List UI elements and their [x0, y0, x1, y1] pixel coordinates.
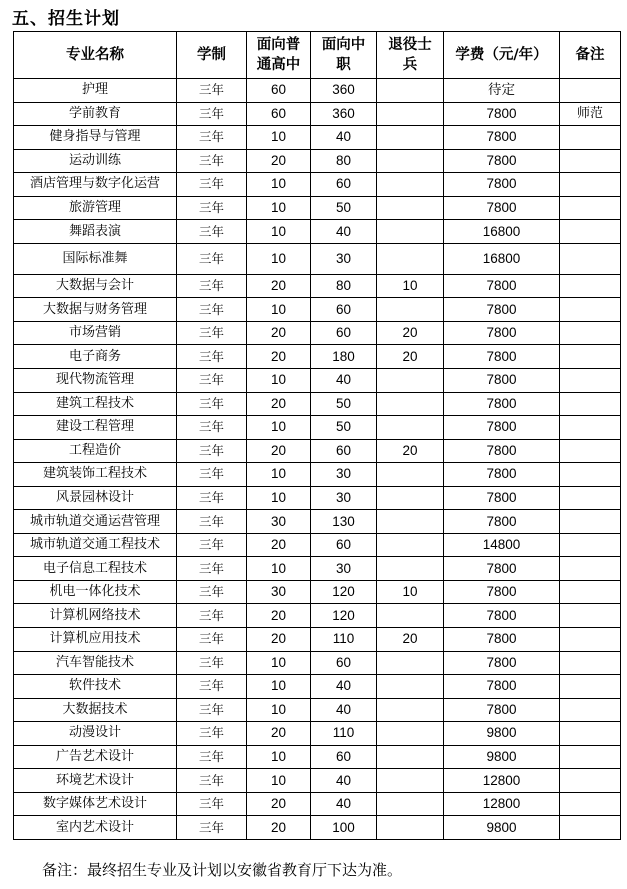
tuition-cell: 7800	[444, 463, 560, 487]
major-name-cell: 建筑装饰工程技术	[14, 463, 177, 487]
remarks-cell	[560, 745, 621, 769]
general-high-school-cell: 60	[247, 102, 311, 126]
major-name-cell: 市场营销	[14, 321, 177, 345]
remarks-cell	[560, 220, 621, 244]
veterans-cell	[377, 220, 444, 244]
veterans-cell: 10	[377, 274, 444, 298]
vocational-school-cell: 60	[311, 651, 377, 675]
table-row	[14, 604, 621, 628]
header-veterans	[377, 32, 444, 79]
major-name-cell: 计算机应用技术	[14, 628, 177, 652]
tuition-cell: 7800	[444, 557, 560, 581]
header-vocational-school-text: 面向中职	[321, 37, 366, 73]
major-name-cell: 旅游管理	[14, 196, 177, 220]
veterans-cell: 20	[377, 628, 444, 652]
remarks-cell	[560, 792, 621, 816]
veterans-cell	[377, 816, 444, 840]
general-high-school-cell: 10	[247, 369, 311, 393]
footnote: 备注：最终招生专业及计划以安徽省教育厅下达为准。	[42, 861, 403, 879]
duration-cell: 三年	[177, 745, 247, 769]
major-name-cell: 电子信息工程技术	[14, 557, 177, 581]
veterans-cell	[377, 463, 444, 487]
duration-cell: 三年	[177, 486, 247, 510]
remarks-cell	[560, 628, 621, 652]
tuition-cell: 7800	[444, 274, 560, 298]
remarks-cell	[560, 698, 621, 722]
duration-cell: 三年	[177, 651, 247, 675]
duration-cell: 三年	[177, 196, 247, 220]
general-high-school-cell: 10	[247, 196, 311, 220]
header-veterans-text: 退役士兵	[388, 37, 432, 73]
table-row	[14, 675, 621, 699]
remarks-cell	[560, 722, 621, 746]
duration-cell: 三年	[177, 274, 247, 298]
vocational-school-cell: 130	[311, 510, 377, 534]
veterans-cell	[377, 792, 444, 816]
header-general-high-school	[247, 32, 311, 79]
tuition-cell: 14800	[444, 533, 560, 557]
remarks-cell	[560, 345, 621, 369]
tuition-cell: 待定	[444, 79, 560, 103]
section-title: 五、招生计划	[12, 9, 120, 29]
duration-cell: 三年	[177, 321, 247, 345]
remarks-cell	[560, 274, 621, 298]
vocational-school-cell: 50	[311, 416, 377, 440]
tuition-cell: 12800	[444, 769, 560, 793]
tuition-cell: 7800	[444, 196, 560, 220]
duration-cell: 三年	[177, 298, 247, 322]
major-name-cell: 工程造价	[14, 439, 177, 463]
veterans-cell: 20	[377, 439, 444, 463]
vocational-school-cell: 180	[311, 345, 377, 369]
table-row	[14, 722, 621, 746]
vocational-school-cell: 50	[311, 196, 377, 220]
major-name-cell: 汽车智能技术	[14, 651, 177, 675]
remarks-cell	[560, 510, 621, 534]
major-name-cell: 计算机网络技术	[14, 604, 177, 628]
veterans-cell	[377, 745, 444, 769]
duration-cell: 三年	[177, 416, 247, 440]
vocational-school-cell: 60	[311, 533, 377, 557]
general-high-school-cell: 30	[247, 580, 311, 604]
table-row	[14, 79, 621, 103]
general-high-school-cell: 20	[247, 149, 311, 173]
remarks-cell	[560, 463, 621, 487]
vocational-school-cell: 30	[311, 486, 377, 510]
vocational-school-cell: 100	[311, 816, 377, 840]
veterans-cell	[377, 675, 444, 699]
major-name-cell: 数字媒体艺术设计	[14, 792, 177, 816]
vocational-school-cell: 50	[311, 392, 377, 416]
general-high-school-cell: 20	[247, 628, 311, 652]
duration-cell: 三年	[177, 604, 247, 628]
vocational-school-cell: 110	[311, 628, 377, 652]
general-high-school-cell: 20	[247, 533, 311, 557]
general-high-school-cell: 10	[247, 698, 311, 722]
remarks-cell	[560, 486, 621, 510]
duration-cell: 三年	[177, 463, 247, 487]
table-row	[14, 816, 621, 840]
duration-cell: 三年	[177, 510, 247, 534]
table-row	[14, 463, 621, 487]
veterans-cell	[377, 651, 444, 675]
table-row	[14, 126, 621, 150]
veterans-cell	[377, 243, 444, 274]
general-high-school-cell: 10	[247, 769, 311, 793]
duration-cell: 三年	[177, 722, 247, 746]
vocational-school-cell: 30	[311, 463, 377, 487]
remarks-cell	[560, 533, 621, 557]
major-name-cell: 风景园林设计	[14, 486, 177, 510]
veterans-cell	[377, 486, 444, 510]
general-high-school-cell: 20	[247, 816, 311, 840]
header-tuition: 学费（元/年）	[444, 32, 560, 79]
veterans-cell	[377, 79, 444, 103]
duration-cell: 三年	[177, 149, 247, 173]
tuition-cell: 7800	[444, 173, 560, 197]
general-high-school-cell: 10	[247, 486, 311, 510]
tuition-cell: 7800	[444, 580, 560, 604]
header-general-high-school-text: 面向普通高中	[256, 37, 301, 73]
veterans-cell	[377, 510, 444, 534]
tuition-cell: 7800	[444, 321, 560, 345]
vocational-school-cell: 40	[311, 769, 377, 793]
general-high-school-cell: 20	[247, 604, 311, 628]
table-row	[14, 196, 621, 220]
table-row	[14, 628, 621, 652]
veterans-cell	[377, 126, 444, 150]
general-high-school-cell: 20	[247, 722, 311, 746]
table-row	[14, 298, 621, 322]
vocational-school-cell: 40	[311, 675, 377, 699]
duration-cell: 三年	[177, 79, 247, 103]
remarks-cell: 师范	[560, 102, 621, 126]
table-body	[14, 79, 621, 840]
general-high-school-cell: 20	[247, 345, 311, 369]
veterans-cell: 20	[377, 345, 444, 369]
remarks-cell	[560, 604, 621, 628]
tuition-cell: 9800	[444, 816, 560, 840]
tuition-cell: 7800	[444, 675, 560, 699]
enrollment-plan-table	[13, 31, 621, 840]
tuition-cell: 7800	[444, 298, 560, 322]
tuition-cell: 7800	[444, 439, 560, 463]
duration-cell: 三年	[177, 220, 247, 244]
header-remarks: 备注	[560, 32, 621, 79]
remarks-cell	[560, 557, 621, 581]
remarks-cell	[560, 769, 621, 793]
table-row	[14, 416, 621, 440]
general-high-school-cell: 20	[247, 392, 311, 416]
table-row	[14, 557, 621, 581]
veterans-cell	[377, 392, 444, 416]
veterans-cell	[377, 196, 444, 220]
table-row	[14, 392, 621, 416]
major-name-cell: 舞蹈表演	[14, 220, 177, 244]
tuition-cell: 7800	[444, 345, 560, 369]
remarks-cell	[560, 416, 621, 440]
tuition-cell: 7800	[444, 604, 560, 628]
table-row	[14, 345, 621, 369]
vocational-school-cell: 40	[311, 220, 377, 244]
tuition-cell: 16800	[444, 243, 560, 274]
tuition-cell: 7800	[444, 510, 560, 534]
veterans-cell	[377, 416, 444, 440]
duration-cell: 三年	[177, 369, 247, 393]
vocational-school-cell: 40	[311, 698, 377, 722]
table-row	[14, 745, 621, 769]
remarks-cell	[560, 369, 621, 393]
vocational-school-cell: 60	[311, 321, 377, 345]
vocational-school-cell: 40	[311, 792, 377, 816]
table-row	[14, 439, 621, 463]
veterans-cell	[377, 298, 444, 322]
general-high-school-cell: 10	[247, 298, 311, 322]
table-row	[14, 173, 621, 197]
vocational-school-cell: 80	[311, 274, 377, 298]
duration-cell: 三年	[177, 628, 247, 652]
major-name-cell: 城市轨道交通工程技术	[14, 533, 177, 557]
general-high-school-cell: 10	[247, 463, 311, 487]
table-row	[14, 651, 621, 675]
veterans-cell	[377, 557, 444, 581]
tuition-cell: 7800	[444, 149, 560, 173]
general-high-school-cell: 10	[247, 675, 311, 699]
general-high-school-cell: 10	[247, 416, 311, 440]
duration-cell: 三年	[177, 173, 247, 197]
veterans-cell	[377, 722, 444, 746]
duration-cell: 三年	[177, 126, 247, 150]
remarks-cell	[560, 321, 621, 345]
table-header-row	[14, 32, 621, 79]
table-row	[14, 580, 621, 604]
major-name-cell: 软件技术	[14, 675, 177, 699]
remarks-cell	[560, 79, 621, 103]
table-row	[14, 792, 621, 816]
veterans-cell: 10	[377, 580, 444, 604]
major-name-cell: 大数据技术	[14, 698, 177, 722]
general-high-school-cell: 10	[247, 651, 311, 675]
general-high-school-cell: 10	[247, 126, 311, 150]
veterans-cell	[377, 769, 444, 793]
remarks-cell	[560, 580, 621, 604]
duration-cell: 三年	[177, 345, 247, 369]
duration-cell: 三年	[177, 792, 247, 816]
duration-cell: 三年	[177, 102, 247, 126]
tuition-cell: 7800	[444, 486, 560, 510]
major-name-cell: 建设工程管理	[14, 416, 177, 440]
major-name-cell: 建筑工程技术	[14, 392, 177, 416]
table-row	[14, 698, 621, 722]
header-major-name: 专业名称	[14, 32, 177, 79]
major-name-cell: 大数据与财务管理	[14, 298, 177, 322]
remarks-cell	[560, 816, 621, 840]
major-name-cell: 电子商务	[14, 345, 177, 369]
general-high-school-cell: 30	[247, 510, 311, 534]
general-high-school-cell: 10	[247, 557, 311, 581]
tuition-cell: 7800	[444, 126, 560, 150]
table-row	[14, 510, 621, 534]
major-name-cell: 现代物流管理	[14, 369, 177, 393]
general-high-school-cell: 10	[247, 243, 311, 274]
major-name-cell: 环境艺术设计	[14, 769, 177, 793]
major-name-cell: 广告艺术设计	[14, 745, 177, 769]
tuition-cell: 7800	[444, 651, 560, 675]
table-row	[14, 149, 621, 173]
veterans-cell	[377, 173, 444, 197]
tuition-cell: 12800	[444, 792, 560, 816]
table-row	[14, 102, 621, 126]
remarks-cell	[560, 675, 621, 699]
veterans-cell	[377, 369, 444, 393]
vocational-school-cell: 60	[311, 173, 377, 197]
duration-cell: 三年	[177, 698, 247, 722]
vocational-school-cell: 60	[311, 439, 377, 463]
remarks-cell	[560, 173, 621, 197]
tuition-cell: 7800	[444, 102, 560, 126]
major-name-cell: 国际标准舞	[14, 243, 177, 274]
vocational-school-cell: 80	[311, 149, 377, 173]
vocational-school-cell: 60	[311, 745, 377, 769]
general-high-school-cell: 20	[247, 274, 311, 298]
general-high-school-cell: 60	[247, 79, 311, 103]
major-name-cell: 大数据与会计	[14, 274, 177, 298]
header-duration: 学制	[177, 32, 247, 79]
veterans-cell	[377, 698, 444, 722]
table-row	[14, 274, 621, 298]
vocational-school-cell: 110	[311, 722, 377, 746]
table-row	[14, 486, 621, 510]
vocational-school-cell: 360	[311, 79, 377, 103]
major-name-cell: 运动训练	[14, 149, 177, 173]
tuition-cell: 7800	[444, 698, 560, 722]
tuition-cell: 7800	[444, 416, 560, 440]
remarks-cell	[560, 196, 621, 220]
major-name-cell: 学前教育	[14, 102, 177, 126]
vocational-school-cell: 40	[311, 369, 377, 393]
tuition-cell: 9800	[444, 722, 560, 746]
remarks-cell	[560, 243, 621, 274]
veterans-cell	[377, 102, 444, 126]
major-name-cell: 动漫设计	[14, 722, 177, 746]
tuition-cell: 7800	[444, 392, 560, 416]
general-high-school-cell: 10	[247, 173, 311, 197]
veterans-cell	[377, 149, 444, 173]
duration-cell: 三年	[177, 439, 247, 463]
tuition-cell: 9800	[444, 745, 560, 769]
major-name-cell: 酒店管理与数字化运营	[14, 173, 177, 197]
table-row	[14, 369, 621, 393]
tuition-cell: 7800	[444, 369, 560, 393]
duration-cell: 三年	[177, 243, 247, 274]
table-row	[14, 769, 621, 793]
remarks-cell	[560, 126, 621, 150]
tuition-cell: 7800	[444, 628, 560, 652]
vocational-school-cell: 360	[311, 102, 377, 126]
general-high-school-cell: 10	[247, 745, 311, 769]
tuition-cell: 16800	[444, 220, 560, 244]
duration-cell: 三年	[177, 769, 247, 793]
remarks-cell	[560, 392, 621, 416]
remarks-cell	[560, 651, 621, 675]
duration-cell: 三年	[177, 675, 247, 699]
major-name-cell: 机电一体化技术	[14, 580, 177, 604]
vocational-school-cell: 30	[311, 557, 377, 581]
vocational-school-cell: 40	[311, 126, 377, 150]
veterans-cell	[377, 604, 444, 628]
duration-cell: 三年	[177, 557, 247, 581]
general-high-school-cell: 20	[247, 321, 311, 345]
remarks-cell	[560, 298, 621, 322]
header-vocational-school	[311, 32, 377, 79]
table-row	[14, 321, 621, 345]
duration-cell: 三年	[177, 392, 247, 416]
major-name-cell: 护理	[14, 79, 177, 103]
general-high-school-cell: 20	[247, 439, 311, 463]
table-row	[14, 243, 621, 274]
major-name-cell: 室内艺术设计	[14, 816, 177, 840]
vocational-school-cell: 60	[311, 298, 377, 322]
duration-cell: 三年	[177, 580, 247, 604]
remarks-cell	[560, 439, 621, 463]
duration-cell: 三年	[177, 533, 247, 557]
vocational-school-cell: 120	[311, 580, 377, 604]
veterans-cell: 20	[377, 321, 444, 345]
general-high-school-cell: 20	[247, 792, 311, 816]
remarks-cell	[560, 149, 621, 173]
veterans-cell	[377, 533, 444, 557]
general-high-school-cell: 10	[247, 220, 311, 244]
duration-cell: 三年	[177, 816, 247, 840]
major-name-cell: 健身指导与管理	[14, 126, 177, 150]
major-name-cell: 城市轨道交通运营管理	[14, 510, 177, 534]
vocational-school-cell: 120	[311, 604, 377, 628]
vocational-school-cell: 30	[311, 243, 377, 274]
table-row	[14, 533, 621, 557]
table-row	[14, 220, 621, 244]
